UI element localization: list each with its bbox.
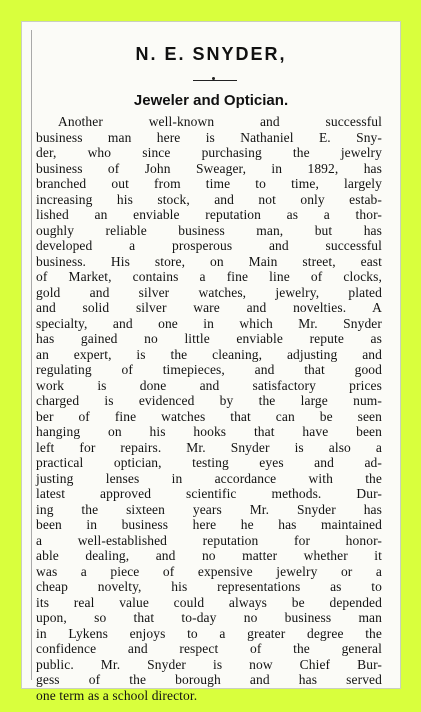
body-line-37: gess of the borough and has served [36,672,382,687]
body-line-5: branched out from time to time, largely [36,176,382,191]
article-body [36,114,382,703]
body-line-11: of Market, contains a fine line of clocks, [36,269,382,284]
body-line-12: gold and silver watches, jewelry, plated [36,284,382,300]
body-line-19: charged is evidenced by the large num- [36,393,382,408]
newspaper-clipping [21,21,401,703]
body-line-10: business. His store, on Main street, east [36,253,382,269]
divider-dot [212,77,215,80]
body-line-26: ing the sixteen years Mr. Snyder has [36,501,382,517]
body-line-22: left for repairs. Mr. Snyder is also a [36,439,382,455]
body-line-6: increasing his stock, and not only estab- [36,191,382,207]
body-line-34: in Lykens enjoys to a greater degree the [36,625,382,641]
body-line-8: oughly reliable business man, but has [36,222,382,238]
body-line-18: work is done and satisfactory prices [36,377,382,393]
body-line-35: confidence and respect of the general [36,641,382,656]
body-line-7: lished an enviable reputation as a thor- [36,207,382,222]
body-line-31: cheap novelty, his representations as to [36,579,382,594]
body-line-3: der, who since purchasing the jewelry [36,145,382,160]
body-line-27: been in business here he has maintained [36,517,382,532]
body-line-1: Another well-known and successful [58,114,382,129]
column-rule [31,30,32,680]
body-line-32: its real value could always be depended [36,594,382,610]
body-line-36: public. Mr. Snyder is now Chief Bur- [36,656,382,672]
body-line-20: ber of fine watches that can be seen [36,408,382,424]
article-subheading: Jeweler and Optician. [133,92,289,109]
body-line-17: regulating of timepieces, and that good [36,362,382,377]
body-line-28: a well-established reputation for honor- [36,532,382,548]
ornament-divider [193,77,237,85]
body-line-14: specialty, and one in which Mr. Snyder [36,315,382,331]
body-line-15: has gained no little enviable repute as [36,331,382,346]
body-line-25: latest approved scientific methods. Dur- [36,486,382,501]
body-line-24: justing lenses in accordance with the [36,470,382,486]
body-line-13: and solid silver ware and novelties. A [36,300,382,315]
body-line-4: business of John Sweager, in 1892, has [36,160,382,176]
body-line-16: an expert, is the cleaning, adjusting and [36,346,382,362]
body-line-33: upon, so that to-day no business man [36,610,382,625]
body-line-30: was a piece of expensive jewelry or a [36,563,382,579]
body-line-38: one term as a school director. [36,687,198,703]
body-line-9: developed a prosperous and successful [36,238,382,253]
body-line-29: able dealing, and no matter whether it [36,548,382,563]
article-heading: N. E. SNYDER, [135,44,287,64]
body-line-21: hanging on his hooks that have been [36,424,382,439]
divider-line [193,80,237,81]
body-line-23: practical optician, testing eyes and ad- [36,455,382,470]
body-line-2: business man here is Nathaniel E. Sny- [36,129,382,145]
